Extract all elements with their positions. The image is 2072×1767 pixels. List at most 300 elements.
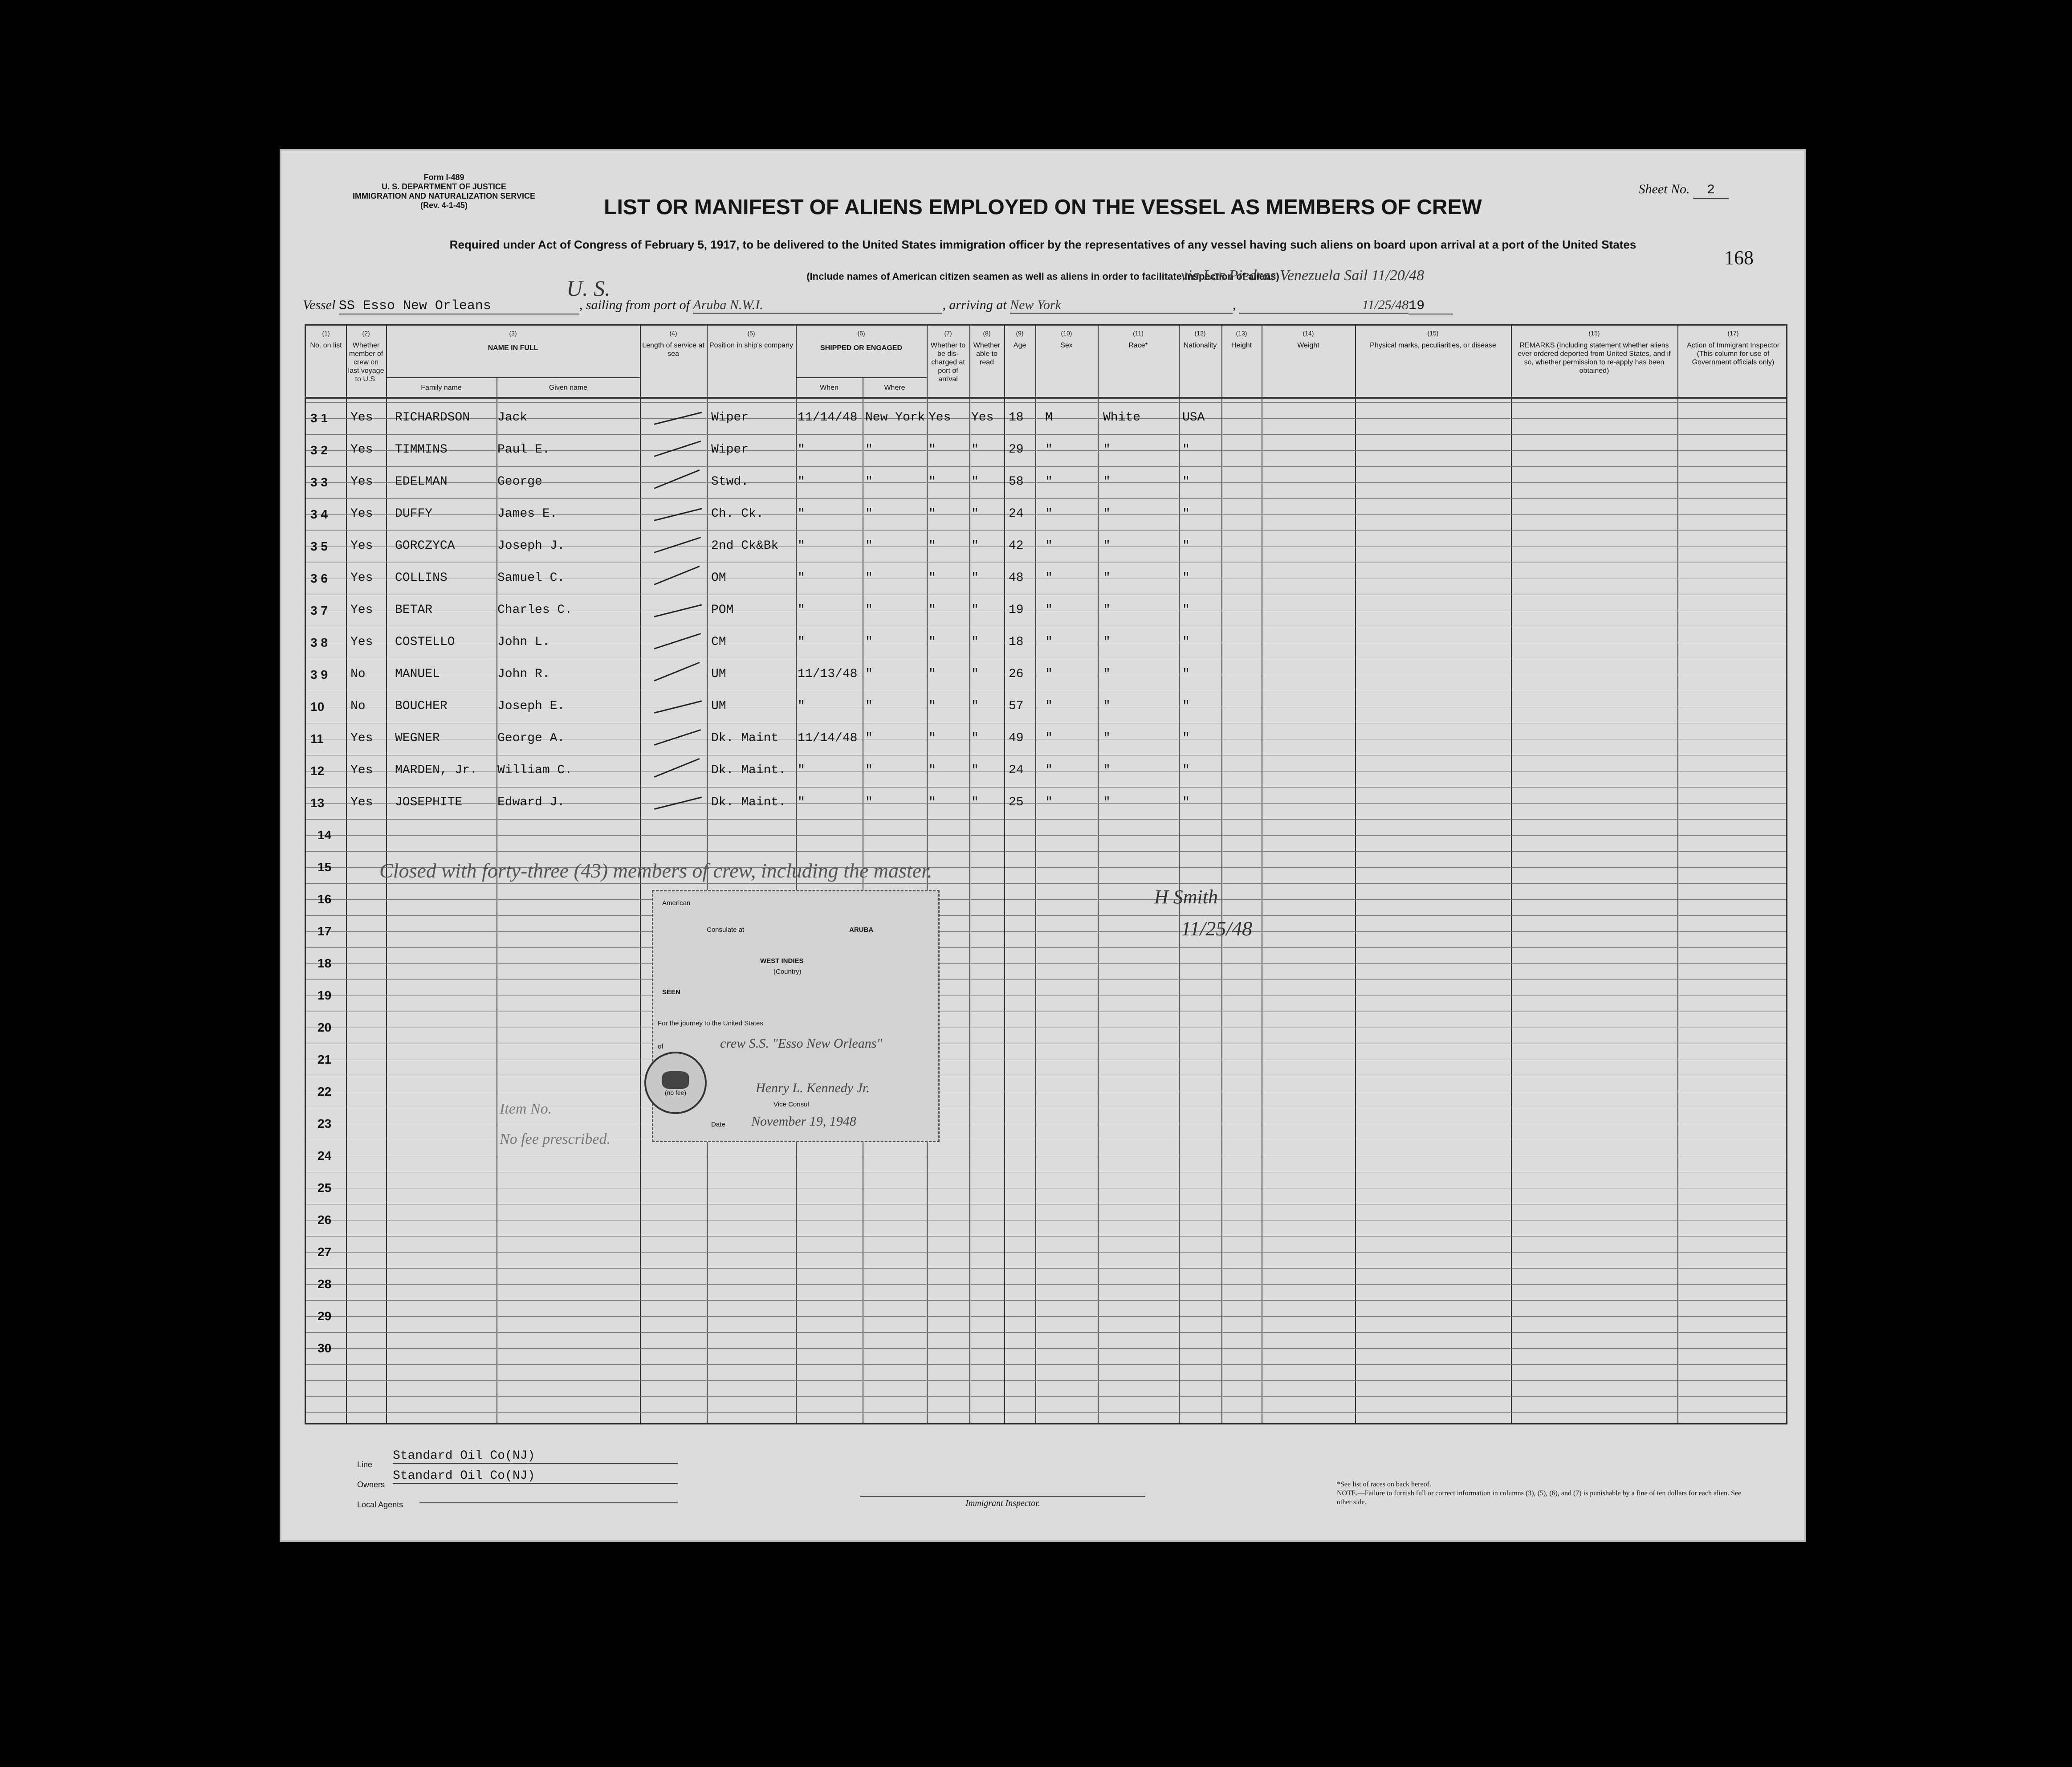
stamp-consulate: Consulate at <box>707 926 745 934</box>
column-header <box>1357 329 1509 350</box>
cell-position: Dk. Maint. <box>711 796 786 809</box>
row-number: 19 <box>318 988 332 1002</box>
cell-read: " <box>971 699 979 713</box>
column-label: Length of service at sea <box>642 342 704 358</box>
cell-given: Charles C. <box>497 603 573 617</box>
column-number: (6) <box>857 330 865 337</box>
column-header <box>798 329 925 352</box>
revision: (Rev. 4-1-45) <box>420 201 468 210</box>
ruled-line <box>306 1252 1786 1253</box>
cell-read: " <box>971 539 979 553</box>
cell-nationality: " <box>1182 699 1190 713</box>
form-subtitle: Required under Act of Congress of February 5, 1917, to be delivered to the United States immigration officer by the representatives of any vessel having such aliens on board upon arrival at a port of the United States <box>449 238 1636 251</box>
ruled-line <box>306 851 1786 852</box>
cell-discharge: " <box>928 603 936 617</box>
cell-crew: No <box>350 699 366 713</box>
cell-read: " <box>971 475 979 489</box>
form-subtitle-note: (Include names of American citizen seamen as well as aliens in order to facilitate inspection of aliens) <box>806 271 1279 282</box>
cell-crew: No <box>350 667 366 681</box>
row-number: 3 6 <box>310 571 328 585</box>
cell-nationality: " <box>1182 796 1190 809</box>
cell-given: Samuel C. <box>497 571 565 585</box>
cell-age: 48 <box>1009 571 1024 585</box>
port-from: Aruba N.W.I. <box>693 298 942 314</box>
cell-age: 29 <box>1009 443 1024 457</box>
row-number: 18 <box>318 956 332 970</box>
cell-discharge: Yes <box>928 411 951 424</box>
margin-note-item: Item No. <box>500 1101 552 1117</box>
column-header <box>1679 329 1787 367</box>
cell-race: " <box>1103 667 1111 681</box>
cell-sex: " <box>1045 603 1053 617</box>
consulate-seal <box>644 1052 707 1114</box>
ruled-line <box>306 1332 1786 1333</box>
column-subheader: Family name <box>421 384 462 392</box>
port-to: New York <box>1010 298 1233 314</box>
penalty-note: NOTE.—Failure to furnish full or correct information in columns (3), (5), (6), and (7) is punishable by a fine of ten dollars for each alien. See other side. <box>1337 1490 1742 1506</box>
cell-where: " <box>865 699 873 713</box>
local-agents-value <box>419 1489 678 1503</box>
seal-fee: (no fee) <box>664 1089 687 1096</box>
column-divider <box>346 326 347 1423</box>
cell-read: " <box>971 667 979 681</box>
column-number: (10) <box>1061 330 1072 337</box>
service-mark <box>654 566 700 585</box>
ruled-line <box>306 1412 1786 1413</box>
ruled-line <box>306 1380 1786 1381</box>
cell-race: " <box>1103 603 1111 617</box>
ruled-line <box>306 1396 1786 1397</box>
local-agents-label: Local Agents <box>357 1500 403 1509</box>
column-label: NAME IN FULL <box>488 344 538 352</box>
row-number: 15 <box>318 860 332 874</box>
cell-when: " <box>798 571 805 585</box>
row-number: 12 <box>310 764 325 778</box>
cell-where: " <box>865 603 873 617</box>
column-number: (14) <box>1303 330 1314 337</box>
row-number: 22 <box>318 1085 332 1098</box>
column-divider <box>1221 326 1222 1423</box>
row-number: 3 3 <box>310 475 328 489</box>
column-header <box>1099 329 1177 350</box>
ruled-line <box>306 1284 1786 1285</box>
inspector-signature: H Smith <box>1154 886 1218 908</box>
sheet-label: Sheet No. <box>1638 182 1690 196</box>
cell-discharge: " <box>928 539 936 553</box>
column-number: (3) <box>509 330 517 337</box>
shipped-group-line <box>796 377 927 378</box>
cell-nationality: " <box>1182 571 1190 585</box>
column-label: Age <box>1013 342 1026 349</box>
column-number: (4) <box>669 330 677 337</box>
cell-race: " <box>1103 763 1111 777</box>
ruled-line <box>306 1316 1786 1317</box>
cell-when: " <box>798 699 805 713</box>
row-number: 20 <box>318 1020 332 1034</box>
row-number: 24 <box>318 1149 332 1163</box>
row-number: 21 <box>318 1053 332 1066</box>
column-subheader: Where <box>884 384 905 392</box>
service-mark <box>654 441 701 457</box>
cell-where: New York <box>865 411 925 424</box>
cell-given: Paul E. <box>497 443 550 457</box>
cell-when: 11/14/48 <box>798 411 858 424</box>
owners-label: Owners <box>357 1480 385 1489</box>
column-header <box>708 329 794 350</box>
cell-age: 24 <box>1009 507 1024 521</box>
cell-sex: " <box>1045 571 1053 585</box>
cell-when: " <box>798 796 805 809</box>
cell-discharge: " <box>928 475 936 489</box>
service-mark <box>654 633 701 649</box>
cell-position: UM <box>711 699 726 713</box>
stamp-vice-consul: Vice Consul <box>773 1101 809 1108</box>
cell-discharge: " <box>928 699 936 713</box>
cell-position: Wiper <box>711 443 749 457</box>
cell-position: CM <box>711 635 726 649</box>
row-number: 13 <box>310 796 325 810</box>
cell-crew: Yes <box>350 571 373 585</box>
cell-position: Dk. Maint <box>711 731 779 745</box>
vessel-prefix: U. S. <box>566 276 611 301</box>
cell-nationality: " <box>1182 475 1190 489</box>
cell-age: 57 <box>1009 699 1024 713</box>
row-number: 29 <box>318 1309 332 1323</box>
cell-discharge: " <box>928 763 936 777</box>
cell-read: " <box>971 731 979 745</box>
cell-race: " <box>1103 571 1111 585</box>
column-label: Sex <box>1060 342 1073 349</box>
cell-given: John R. <box>497 667 550 681</box>
column-header <box>1263 329 1353 350</box>
cell-nationality: " <box>1182 667 1190 681</box>
cell-age: 42 <box>1009 539 1024 553</box>
sailing-label: , sailing from port of <box>579 298 690 312</box>
cell-family: MARDEN, Jr. <box>395 763 477 777</box>
header-separator <box>306 397 1786 399</box>
cell-discharge: " <box>928 443 936 457</box>
eagle-emblem-icon <box>662 1071 689 1089</box>
races-note: *See list of races on back hereof. <box>1337 1481 1431 1488</box>
cell-family: EDELMAN <box>395 475 448 489</box>
cell-discharge: " <box>928 731 936 745</box>
cell-age: 26 <box>1009 667 1024 681</box>
row-number: 23 <box>318 1117 332 1130</box>
cell-position: OM <box>711 571 726 585</box>
column-divider <box>1179 326 1180 1423</box>
line-value: Standard Oil Co(NJ) <box>393 1449 678 1464</box>
immigrant-inspector-label: Immigrant Inspector. <box>860 1496 1145 1509</box>
name-group-line <box>386 377 640 378</box>
signature-date: 11/25/48 <box>1181 917 1253 940</box>
row-number: 3 7 <box>310 604 328 617</box>
column-divider <box>1677 326 1678 1423</box>
service-mark <box>654 537 701 553</box>
cell-read: " <box>971 635 979 649</box>
cell-crew: Yes <box>350 731 373 745</box>
cell-when: " <box>798 443 805 457</box>
cell-read: " <box>971 571 979 585</box>
closing-note: Closed with forty-three (43) members of crew, including the master. <box>379 859 932 882</box>
ruled-line <box>306 835 1786 836</box>
year-suffix: 19 <box>1408 298 1453 314</box>
column-label: Race* <box>1128 342 1148 349</box>
column-header <box>971 329 1002 367</box>
cell-given: Joseph J. <box>497 539 565 553</box>
row-number: 30 <box>318 1341 332 1355</box>
cell-nationality: " <box>1182 539 1190 553</box>
cell-when: " <box>798 763 805 777</box>
cell-where: " <box>865 763 873 777</box>
cell-race: " <box>1103 443 1111 457</box>
cell-family: GORCZYCA <box>395 539 455 553</box>
cell-crew: Yes <box>350 603 373 617</box>
ruled-line <box>306 402 1786 403</box>
row-number: 14 <box>318 828 332 842</box>
cell-where: " <box>865 667 873 681</box>
cell-when: " <box>798 635 805 649</box>
cell-given: Jack <box>497 411 528 424</box>
cell-crew: Yes <box>350 539 373 553</box>
cell-given: George A. <box>497 731 565 745</box>
margin-note-fee: No fee prescribed. <box>500 1131 611 1147</box>
vessel-line: Vessel SS Esso New Orleans , sailing from port of Aruba N.W.I. , arriving at New York , 11/25/4819 <box>303 298 1453 314</box>
cell-crew: Yes <box>350 763 373 777</box>
stamp-journey: For the journey to the United States <box>658 1020 763 1027</box>
footer-notes <box>1337 1480 1746 1507</box>
column-number: (8) <box>983 330 991 337</box>
line-label: Line <box>357 1460 373 1469</box>
cell-race: " <box>1103 507 1111 521</box>
row-number: 3 5 <box>310 539 328 553</box>
form-title: LIST OR MANIFEST OF ALIENS EMPLOYED ON THE VESSEL AS MEMBERS OF CREW <box>604 196 1482 219</box>
cell-race: " <box>1103 699 1111 713</box>
cell-position: Wiper <box>711 411 749 424</box>
cell-discharge: " <box>928 796 936 809</box>
ruled-line <box>306 915 1786 916</box>
row-number: 27 <box>318 1245 332 1259</box>
sheet-value: 2 <box>1693 183 1729 199</box>
cell-given: William C. <box>497 763 573 777</box>
service-mark <box>654 662 700 681</box>
page-number: 168 <box>1724 247 1754 269</box>
vessel-label: Vessel <box>303 298 336 312</box>
cell-sex: " <box>1045 475 1053 489</box>
row-number: 3 4 <box>310 507 328 521</box>
ruled-line <box>306 498 1786 499</box>
stamp-country: WEST INDIES <box>760 957 804 965</box>
cell-sex: " <box>1045 507 1053 521</box>
cell-age: 19 <box>1009 603 1024 617</box>
stamp-date-hand: November 19, 1948 <box>751 1114 856 1129</box>
ruled-line <box>306 787 1786 788</box>
cell-crew: Yes <box>350 411 373 424</box>
cell-position: Stwd. <box>711 475 749 489</box>
service-mark <box>654 729 701 746</box>
cell-family: WEGNER <box>395 731 440 745</box>
column-label: Nationality <box>1183 342 1217 349</box>
cell-where: " <box>865 796 873 809</box>
column-label: SHIPPED OR ENGAGED <box>820 344 903 352</box>
ruled-line <box>306 466 1786 467</box>
cell-given: Joseph E. <box>497 699 565 713</box>
cell-given: John L. <box>497 635 550 649</box>
column-divider <box>1511 326 1512 1423</box>
row-number: 28 <box>318 1277 332 1291</box>
column-label: Whether to be dis-charged at port of arrival <box>930 342 966 383</box>
column-number: (17) <box>1727 330 1739 337</box>
column-divider <box>969 326 970 1423</box>
cell-sex: " <box>1045 667 1053 681</box>
service-mark <box>654 469 700 489</box>
row-number: 3 2 <box>310 443 328 457</box>
stamp-place: ARUBA <box>849 926 874 934</box>
cell-age: 18 <box>1009 635 1024 649</box>
cell-family: MANUEL <box>395 667 440 681</box>
ruled-line <box>306 1300 1786 1301</box>
row-number: 26 <box>318 1213 332 1227</box>
cell-sex: " <box>1045 731 1053 745</box>
cell-family: RICHARDSON <box>395 411 470 424</box>
cell-position: 2nd Ck&Bk <box>711 539 779 553</box>
cell-race: White <box>1103 411 1141 424</box>
column-number: (15) <box>1588 330 1600 337</box>
stamp-consul-signature: Henry L. Kennedy Jr. <box>756 1081 870 1095</box>
cell-race: " <box>1103 796 1111 809</box>
margin-note <box>500 1094 611 1155</box>
cell-given: James E. <box>497 507 558 521</box>
column-label: No. on list <box>310 342 342 349</box>
cell-age: 24 <box>1009 763 1024 777</box>
column-label: Action of Immigrant Inspector (This column for use of Government officials only) <box>1686 342 1780 366</box>
cell-nationality: " <box>1182 763 1190 777</box>
column-header <box>308 329 344 350</box>
column-divider <box>1035 326 1036 1423</box>
stamp-american: American <box>662 899 691 907</box>
cell-discharge: " <box>928 507 936 521</box>
cell-family: COSTELLO <box>395 635 455 649</box>
ruled-line <box>306 931 1786 932</box>
cell-where: " <box>865 731 873 745</box>
cell-where: " <box>865 443 873 457</box>
voyage-note: via Las Piedras Venezuela Sail 11/20/48 <box>1181 267 1425 284</box>
cell-age: 49 <box>1009 731 1024 745</box>
cell-when: " <box>798 539 805 553</box>
cell-family: TIMMINS <box>395 443 448 457</box>
cell-crew: Yes <box>350 443 373 457</box>
cell-nationality: " <box>1182 635 1190 649</box>
column-label: Position in ship's company <box>709 342 794 349</box>
cell-nationality: " <box>1182 507 1190 521</box>
cell-where: " <box>865 475 873 489</box>
cell-read: " <box>971 507 979 521</box>
column-number: (15) <box>1427 330 1439 337</box>
cell-where: " <box>865 507 873 521</box>
ruled-line <box>306 963 1786 964</box>
form-number: Form I-489 <box>423 173 464 182</box>
cell-discharge: " <box>928 571 936 585</box>
cell-race: " <box>1103 635 1111 649</box>
column-header <box>642 329 705 358</box>
service: IMMIGRATION AND NATURALIZATION SERVICE <box>353 192 535 200</box>
row-number: 25 <box>318 1181 332 1195</box>
cell-read: " <box>971 763 979 777</box>
cell-nationality: USA <box>1182 411 1205 424</box>
cell-nationality: " <box>1182 731 1190 745</box>
column-header <box>1037 329 1096 350</box>
cell-when: " <box>798 507 805 521</box>
cell-race: " <box>1103 731 1111 745</box>
department: U. S. DEPARTMENT OF JUSTICE <box>382 182 506 191</box>
column-number: (1) <box>322 330 330 337</box>
manifest-sheet <box>281 151 1804 1540</box>
cell-read: " <box>971 443 979 457</box>
arrival-date: 11/25/48 <box>1239 298 1408 314</box>
row-number: 3 8 <box>310 636 328 649</box>
cell-read: " <box>971 603 979 617</box>
cell-nationality: " <box>1182 443 1190 457</box>
cell-where: " <box>865 635 873 649</box>
ruled-line <box>306 1364 1786 1365</box>
column-number: (5) <box>747 330 755 337</box>
column-number: (7) <box>944 330 952 337</box>
cell-sex: " <box>1045 443 1053 457</box>
cell-age: 58 <box>1009 475 1024 489</box>
cell-sex: " <box>1045 539 1053 553</box>
cell-discharge: " <box>928 667 936 681</box>
column-number: (12) <box>1194 330 1206 337</box>
cell-given: Edward J. <box>497 796 565 809</box>
column-header <box>1006 329 1034 350</box>
cell-race: " <box>1103 475 1111 489</box>
row-number: 3 1 <box>310 411 328 425</box>
arriving-label: , arriving at <box>942 298 1007 312</box>
column-header <box>928 329 968 384</box>
column-number: (2) <box>362 330 370 337</box>
ruled-line <box>306 434 1786 435</box>
cell-crew: Yes <box>350 635 373 649</box>
row-number: 16 <box>318 892 332 906</box>
column-subheader: When <box>820 384 839 392</box>
ruled-line <box>306 1268 1786 1269</box>
column-header <box>1181 329 1220 350</box>
column-label: Physical marks, peculiarities, or disease <box>1370 342 1496 349</box>
column-header <box>1513 329 1676 375</box>
ruled-line <box>306 819 1786 820</box>
cell-crew: Yes <box>350 796 373 809</box>
column-label: Whether member of crew on last voyage to U.S. <box>348 342 384 383</box>
cell-sex: M <box>1045 411 1053 424</box>
cell-family: JOSEPHITE <box>395 796 463 809</box>
column-divider <box>1004 326 1005 1423</box>
service-mark <box>654 758 700 778</box>
cell-sex: " <box>1045 699 1053 713</box>
owners-value: Standard Oil Co(NJ) <box>393 1469 678 1484</box>
cell-when: " <box>798 475 805 489</box>
ruled-line <box>306 979 1786 980</box>
stamp-date-label: Date <box>711 1121 725 1128</box>
row-number: 3 9 <box>310 668 328 681</box>
column-label: Whether able to read <box>973 342 1001 366</box>
cell-position: Ch. Ck. <box>711 507 764 521</box>
column-label: Weight <box>1297 342 1319 349</box>
ruled-line <box>306 899 1786 900</box>
column-number: (11) <box>1133 330 1144 337</box>
cell-discharge: " <box>928 635 936 649</box>
cell-given: George <box>497 475 542 489</box>
ruled-line <box>306 947 1786 948</box>
column-header <box>1223 329 1260 350</box>
